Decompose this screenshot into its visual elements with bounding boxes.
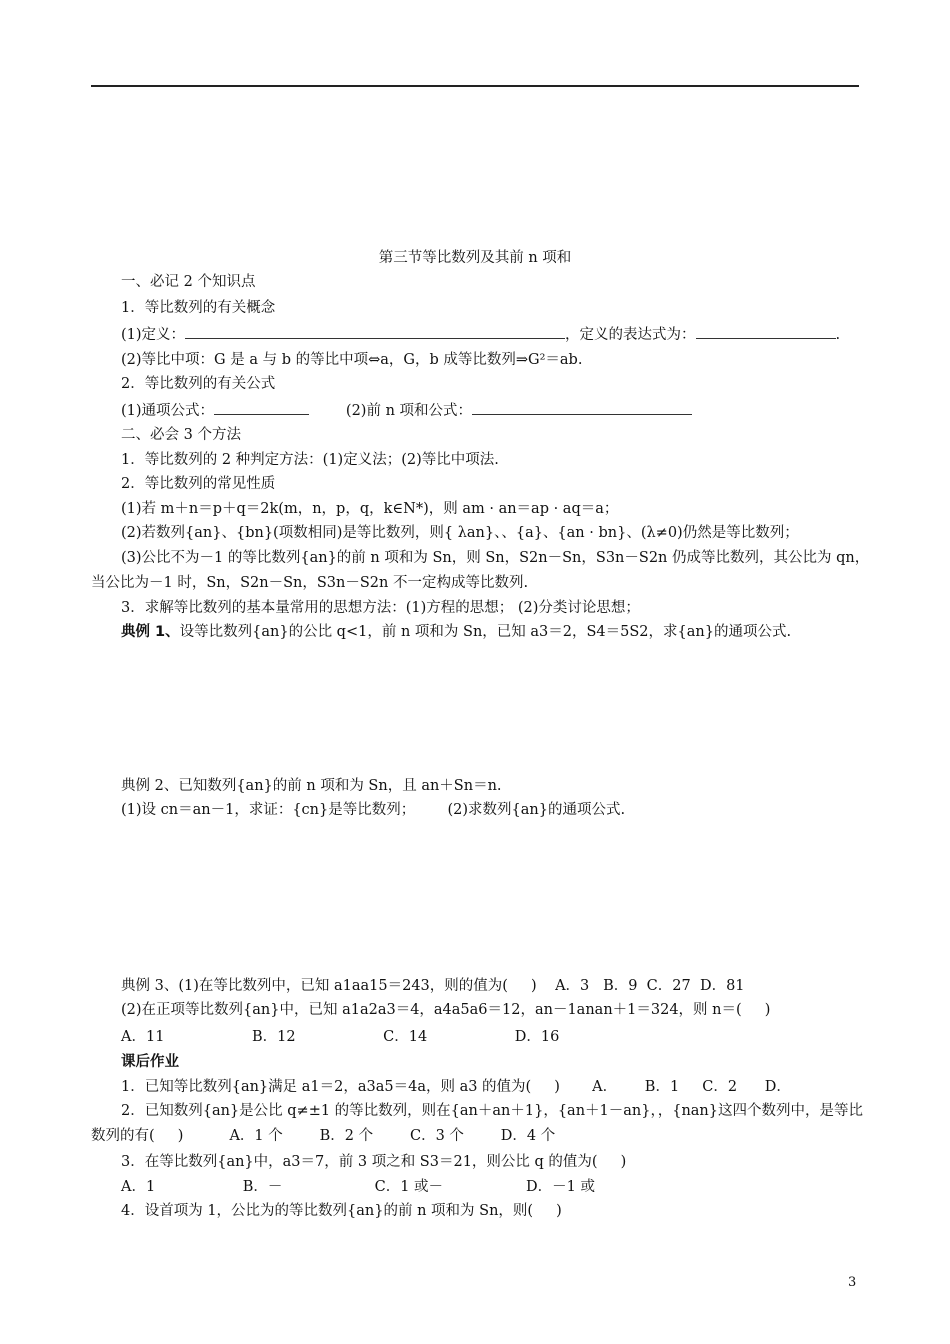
text-line bbox=[121, 1101, 863, 1121]
line-text: 2．等比数列的常见性质 bbox=[121, 476, 276, 492]
text-line bbox=[121, 976, 745, 996]
line-text: 一、必记 2 个知识点 bbox=[121, 274, 256, 290]
text-line bbox=[121, 1077, 791, 1097]
text-line bbox=[121, 374, 275, 394]
header-rule bbox=[91, 85, 859, 87]
line-text: (2)等比中项：G 是 a 与 b 的等比中项⇔a，G，b 成等比数列⇒G²＝ab. bbox=[121, 352, 583, 368]
text-line bbox=[121, 1000, 770, 1020]
line-text: 数列的有( ) A．1 个 B．2 个 C．3 个 D．4 个 bbox=[91, 1128, 556, 1144]
text-line bbox=[121, 622, 791, 642]
text-line bbox=[121, 1177, 595, 1197]
text-line bbox=[121, 499, 618, 519]
text-line bbox=[91, 573, 528, 593]
line-text: 1．已知等比数列{an}满足 a1＝2，a3a5＝4a，则 a3 的值为( ) A． B．1 C．2 D． bbox=[121, 1079, 791, 1095]
text-line bbox=[121, 1052, 179, 1072]
text-line bbox=[121, 548, 869, 568]
section-label: 典例 1、 bbox=[121, 624, 180, 640]
line-text: 设等比数列{an}的公比 q<1，前 n 项和为 Sn，已知 a3＝2，S4＝5S2，求{an}的通项公式. bbox=[179, 624, 792, 640]
line-text: 1．等比数列的 2 种判定方法：(1)定义法；(2)等比中项法. bbox=[121, 452, 499, 468]
text-line bbox=[121, 1201, 562, 1221]
line-suffix: . bbox=[835, 327, 841, 343]
fill-blank bbox=[472, 400, 692, 415]
section-label: 课后作业 bbox=[121, 1054, 179, 1070]
text-line bbox=[121, 1027, 559, 1047]
text-line bbox=[91, 1126, 555, 1146]
text-line bbox=[121, 324, 840, 345]
text-line bbox=[121, 272, 255, 292]
page-number: 3 bbox=[848, 1275, 857, 1290]
text-line bbox=[121, 425, 241, 445]
text-line bbox=[121, 298, 275, 318]
line-prefix: (1)通项公式： bbox=[121, 403, 215, 419]
text-line bbox=[121, 523, 799, 543]
fill-blank bbox=[185, 324, 565, 339]
line-text: A．1 B．－ C．1 或－ D．－1 或 bbox=[121, 1179, 595, 1195]
line-middle: (2)前 n 项和公式： bbox=[309, 403, 473, 419]
text-line bbox=[121, 776, 502, 796]
text-line bbox=[121, 450, 499, 470]
line-text: (3)公比不为－1 的等比数列{an}的前 n 项和为 Sn，则 Sn，S2n－Sn，S3n－S2n 仍成等比数列，其公比为 qn， bbox=[121, 550, 870, 566]
line-text: (2)在正项等比数列{an}中，已知 a1a2a3＝4，a4a5a6＝12，an－1anan＋1＝324，则 n＝( ) bbox=[121, 1002, 771, 1018]
line-text: 2．已知数列{an}是公比 q≠±1 的等比数列，则在{an＋an＋1}，{an＋1－an}，，{nan}这四个数列中，是等比 bbox=[121, 1103, 863, 1119]
line-text: 典例 3、(1)在等比数列中，已知 a1aa15＝243，则的值为( ) A．3 B．9 C．27 D．81 bbox=[121, 978, 745, 994]
line-text: 当公比为－1 时，Sn，S2n－Sn，S3n－S2n 不一定构成等比数列. bbox=[91, 575, 529, 591]
text-line bbox=[121, 1152, 626, 1172]
text-line bbox=[121, 400, 692, 421]
line-text: 4．设首项为 1，公比为的等比数列{an}的前 n 项和为 Sn，则( ) bbox=[121, 1203, 562, 1219]
text-line bbox=[121, 800, 625, 820]
line-text: 二、必会 3 个方法 bbox=[121, 427, 241, 443]
line-text: A．11 B．12 C．14 D．16 bbox=[121, 1029, 560, 1045]
fill-blank bbox=[696, 324, 836, 339]
line-text: 2．等比数列的有关公式 bbox=[121, 376, 276, 392]
line-text: (2)若数列{an}、{bn}(项数相同)是等比数列，则{ λan}、、{a}、{an · bn}、(λ≠0)仍然是等比数列； bbox=[121, 525, 799, 541]
line-text: (1)若 m＋n＝p＋q＝2k(m，n，p，q，k∈N*)，则 am · an＝ap · aq＝a； bbox=[121, 501, 619, 517]
text-line bbox=[121, 350, 582, 370]
line-text: (1)设 cn＝an－1，求证：{cn}是等比数列； (2)求数列{an}的通项公式. bbox=[121, 802, 626, 818]
text-line bbox=[121, 598, 640, 618]
line-middle: ，定义的表达式为： bbox=[565, 327, 696, 343]
text-line bbox=[121, 474, 275, 494]
line-text: 3．求解等比数列的基本量常用的思想方法：(1)方程的思想； (2)分类讨论思想； bbox=[121, 600, 640, 616]
line-text: 典例 2、已知数列{an}的前 n 项和为 Sn，且 an＋Sn＝n. bbox=[121, 778, 502, 794]
line-text: 1．等比数列的有关概念 bbox=[121, 300, 276, 316]
line-prefix: (1)定义： bbox=[121, 327, 186, 343]
fill-blank bbox=[214, 400, 309, 415]
line-text: 3．在等比数列{an}中，a3＝7，前 3 项之和 S3＝21，则公比 q 的值为( ) bbox=[121, 1154, 627, 1170]
page-title: 第三节等比数列及其前 n 项和 bbox=[378, 250, 572, 266]
